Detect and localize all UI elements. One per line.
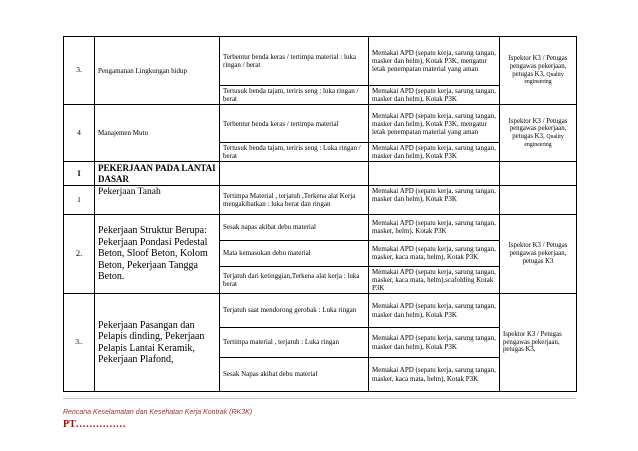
pic-text-small: Quality engineering [524, 71, 564, 86]
section-number: I [64, 162, 95, 186]
row-number: 3. [64, 37, 95, 105]
hazard-cell: Tertimpa Material , terjatuh ,Terkena alat Kerja mengakibatkan : luka berat dan ringan [220, 185, 369, 214]
footer-company: PT…………… [63, 419, 126, 430]
control-cell: Memakai APD (sepatu kerja, sarung tangan, masker dan helm), Kotak P3K [369, 86, 500, 105]
hazard-cell: Terjatuh dari ketinggian,Terkena alat kerja : luka berat [220, 266, 369, 293]
table-row [64, 185, 577, 214]
table-row [64, 37, 577, 86]
pic-text-small: Quality engineering [524, 134, 564, 148]
table-row [64, 214, 577, 240]
control-cell: Memakai APD (sepatu kerja, sarung tangan, masker, kaca mata, helm),scafolding Kotak P3K [369, 266, 500, 293]
pic-cell: Ispektor K3 / Petugas pengawas pekerjaan, petugas K3, [500, 294, 577, 392]
row-number: 3.. [64, 294, 95, 392]
hazard-cell: Mata kemasukan debu material [220, 240, 369, 266]
empty-cell [500, 185, 577, 214]
activity-cell: Pekerjaan Struktur Berupa: Pekerjaan Pondasi Pedestal Beton, Sloof Beton, Kolom Beton, Pekerjaan Tangga Beton. [95, 214, 220, 293]
hazard-cell: Terbentur benda keras / tertimpa material [220, 105, 369, 143]
activity-cell: Manajemen Mutu [95, 105, 220, 162]
section-title: PEKERJAAN PADA LANTAI DASAR [95, 162, 220, 186]
hazard-cell: Tertusuk benda tajam, teriris seng : luka ringan / berat [220, 86, 369, 105]
control-cell: Memakai APD (sepatu kerja, sarung tangan, masker dan helm), Kotak P3K [369, 185, 500, 214]
hazard-cell: Terbentur benda keras / tertimpa material : luka ringan / berat [220, 37, 369, 86]
footer-plan-title: Rencana Keselamatan dan Kesehatan Kerja Kontrak (RK3K) [63, 409, 253, 416]
control-cell: Memakai APD (sepatu kerja, sarung tangan, masker, kaca mata, helm), Kotak P3K [369, 240, 500, 266]
pic-text: Ispektor K3 / Petugas pengawas pekerjaan, petugas K3, [508, 54, 568, 78]
row-number: 4 [64, 105, 95, 162]
pic-cell: Ispektor K3 / Petugas pengawas pekerjaan, petugas K3 [500, 214, 577, 293]
control-cell: Memakai APD (sepatu kerja, sarung tangan, masker dan helm), Kotak P3K [369, 294, 500, 328]
hazard-cell: Sesak Napas akibat debu material [220, 358, 369, 392]
rk3k-table [63, 36, 577, 392]
control-cell: Memakai APD (sepatu kerja, sarung tangan, masker, helm), Kotak P3K [369, 214, 500, 240]
row-number: 1 [64, 185, 95, 214]
pic-cell [500, 105, 577, 162]
empty-cell [220, 162, 369, 186]
activity-cell: Pekerjaan Tanah [95, 185, 220, 214]
hazard-cell: Sesak napas akibat debu material [220, 214, 369, 240]
empty-cell [369, 162, 500, 186]
section-row [64, 162, 577, 186]
control-cell: Memakai APD (sepatu kerja, sarung tangan, masker dan helm), Kotak P3K, mengatur letak penempatan material yang aman [369, 105, 500, 143]
page-footer [63, 398, 576, 430]
control-cell: Memakai APD (sepatu kerja, sarung tangan, masker dan helm), Kotak P3K, mengatur letak penempatan material yang aman [369, 37, 500, 86]
row-number: 2. [64, 214, 95, 293]
table-row [64, 105, 577, 143]
empty-cell [500, 162, 577, 186]
pic-text: Ispektor K3 / Petugas pengawas pekerjaan, petugas K3, [508, 117, 568, 141]
hazard-cell: Terjatuh saat mendorong gerobak : Luka ringan [220, 294, 369, 328]
control-cell: Memakai APD (sepatu kerja, sarung tangan, masker, kaca mata, helm), Kotak P3K [369, 358, 500, 392]
table-row [64, 294, 577, 328]
activity-cell: Pekerjaan Pasangan dan Pelapis dinding, Pekerjaan Pelapis Lantai Keramik, Pekerjaan Plafond, [95, 294, 220, 392]
hazard-cell: Tertimpa material , terjatuh : Luka ringan [220, 328, 369, 358]
hazard-cell: Tertusuk benda tajam, teriris seng : Luka ringan / berat [220, 143, 369, 162]
activity-cell: Pengamanan Lingkungan hidup [95, 37, 220, 105]
control-cell: Memakai APD (sepatu kerja, sarung tangan, masker dan helm), Kotak P3K [369, 328, 500, 358]
control-cell: Memakai APD (sepatu kerja, sarung tangan, masker dan helm), Kotak P3K [369, 143, 500, 162]
pic-cell [500, 37, 577, 105]
